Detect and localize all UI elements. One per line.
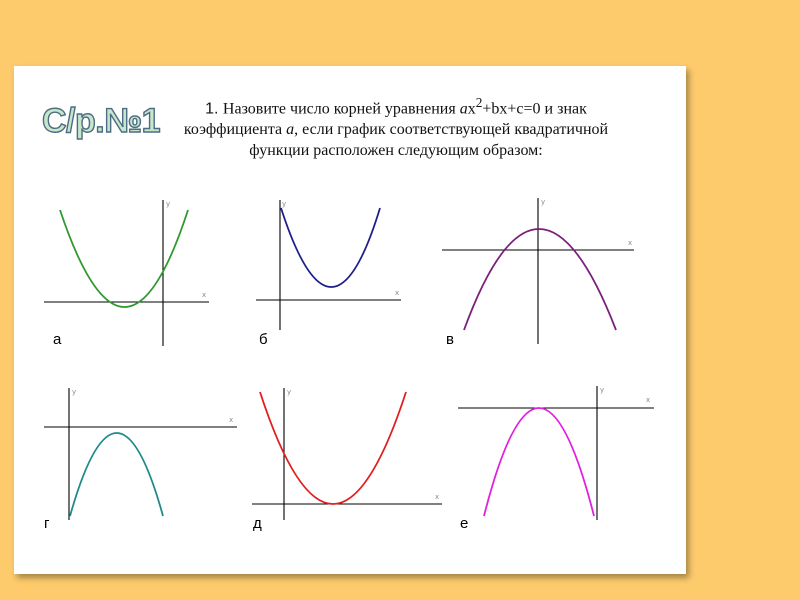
parabola-curve [281,208,380,287]
parabola-curve [70,433,163,516]
x-axis-label: x [202,291,207,299]
y-axis-label: y [72,388,77,396]
y-axis-label: y [166,200,171,208]
graph-d [250,384,450,524]
x-axis-label: x [435,493,440,501]
slide-card [14,66,686,574]
task-line3: функции расположен следующим образом: [249,142,543,160]
y-axis-label: y [287,388,292,396]
graph-b [256,194,406,334]
y-axis-label: y [541,198,546,206]
task-number: 1. [205,100,223,118]
eq-a: a [459,100,468,118]
parabola-curve [464,229,616,330]
parabola-curve [260,392,406,504]
task-text [142,92,650,161]
eq-sup: 2 [475,95,483,110]
graph-letter-d: д [253,515,262,532]
task-line2a: коэффициента [183,121,287,139]
eq-x2: x [499,100,508,118]
graph-letter-a: а [53,331,62,348]
graph-letter-g: г [44,515,50,532]
graph-letter-e: е [460,515,469,532]
eq-x1: x [467,100,476,118]
x-axis-label: x [628,239,633,247]
parabola-curve [60,210,188,307]
graph-g [42,384,242,524]
task-label: С/р.№1 [42,102,161,140]
task-line2b: , если график соответствующей квадратичной [294,121,609,139]
y-axis-label: y [282,200,287,208]
x-axis-label: x [646,396,651,404]
graph-e [454,384,654,524]
eq-c: +c [507,100,524,118]
x-axis-label: x [395,289,400,297]
eq-plus-b: +b [482,100,500,118]
parabola-curve [484,408,594,516]
graph-v [440,194,640,349]
eq-tail: =0 и знак [523,100,587,118]
graph-letter-v: в [446,331,454,348]
x-axis-label: x [229,416,234,424]
coef-a: a [286,121,295,139]
graph-letter-b: б [259,331,268,348]
y-axis-label: y [600,386,605,394]
task-line1: Назовите число корней уравнения [222,100,460,118]
graph-a [44,194,214,349]
